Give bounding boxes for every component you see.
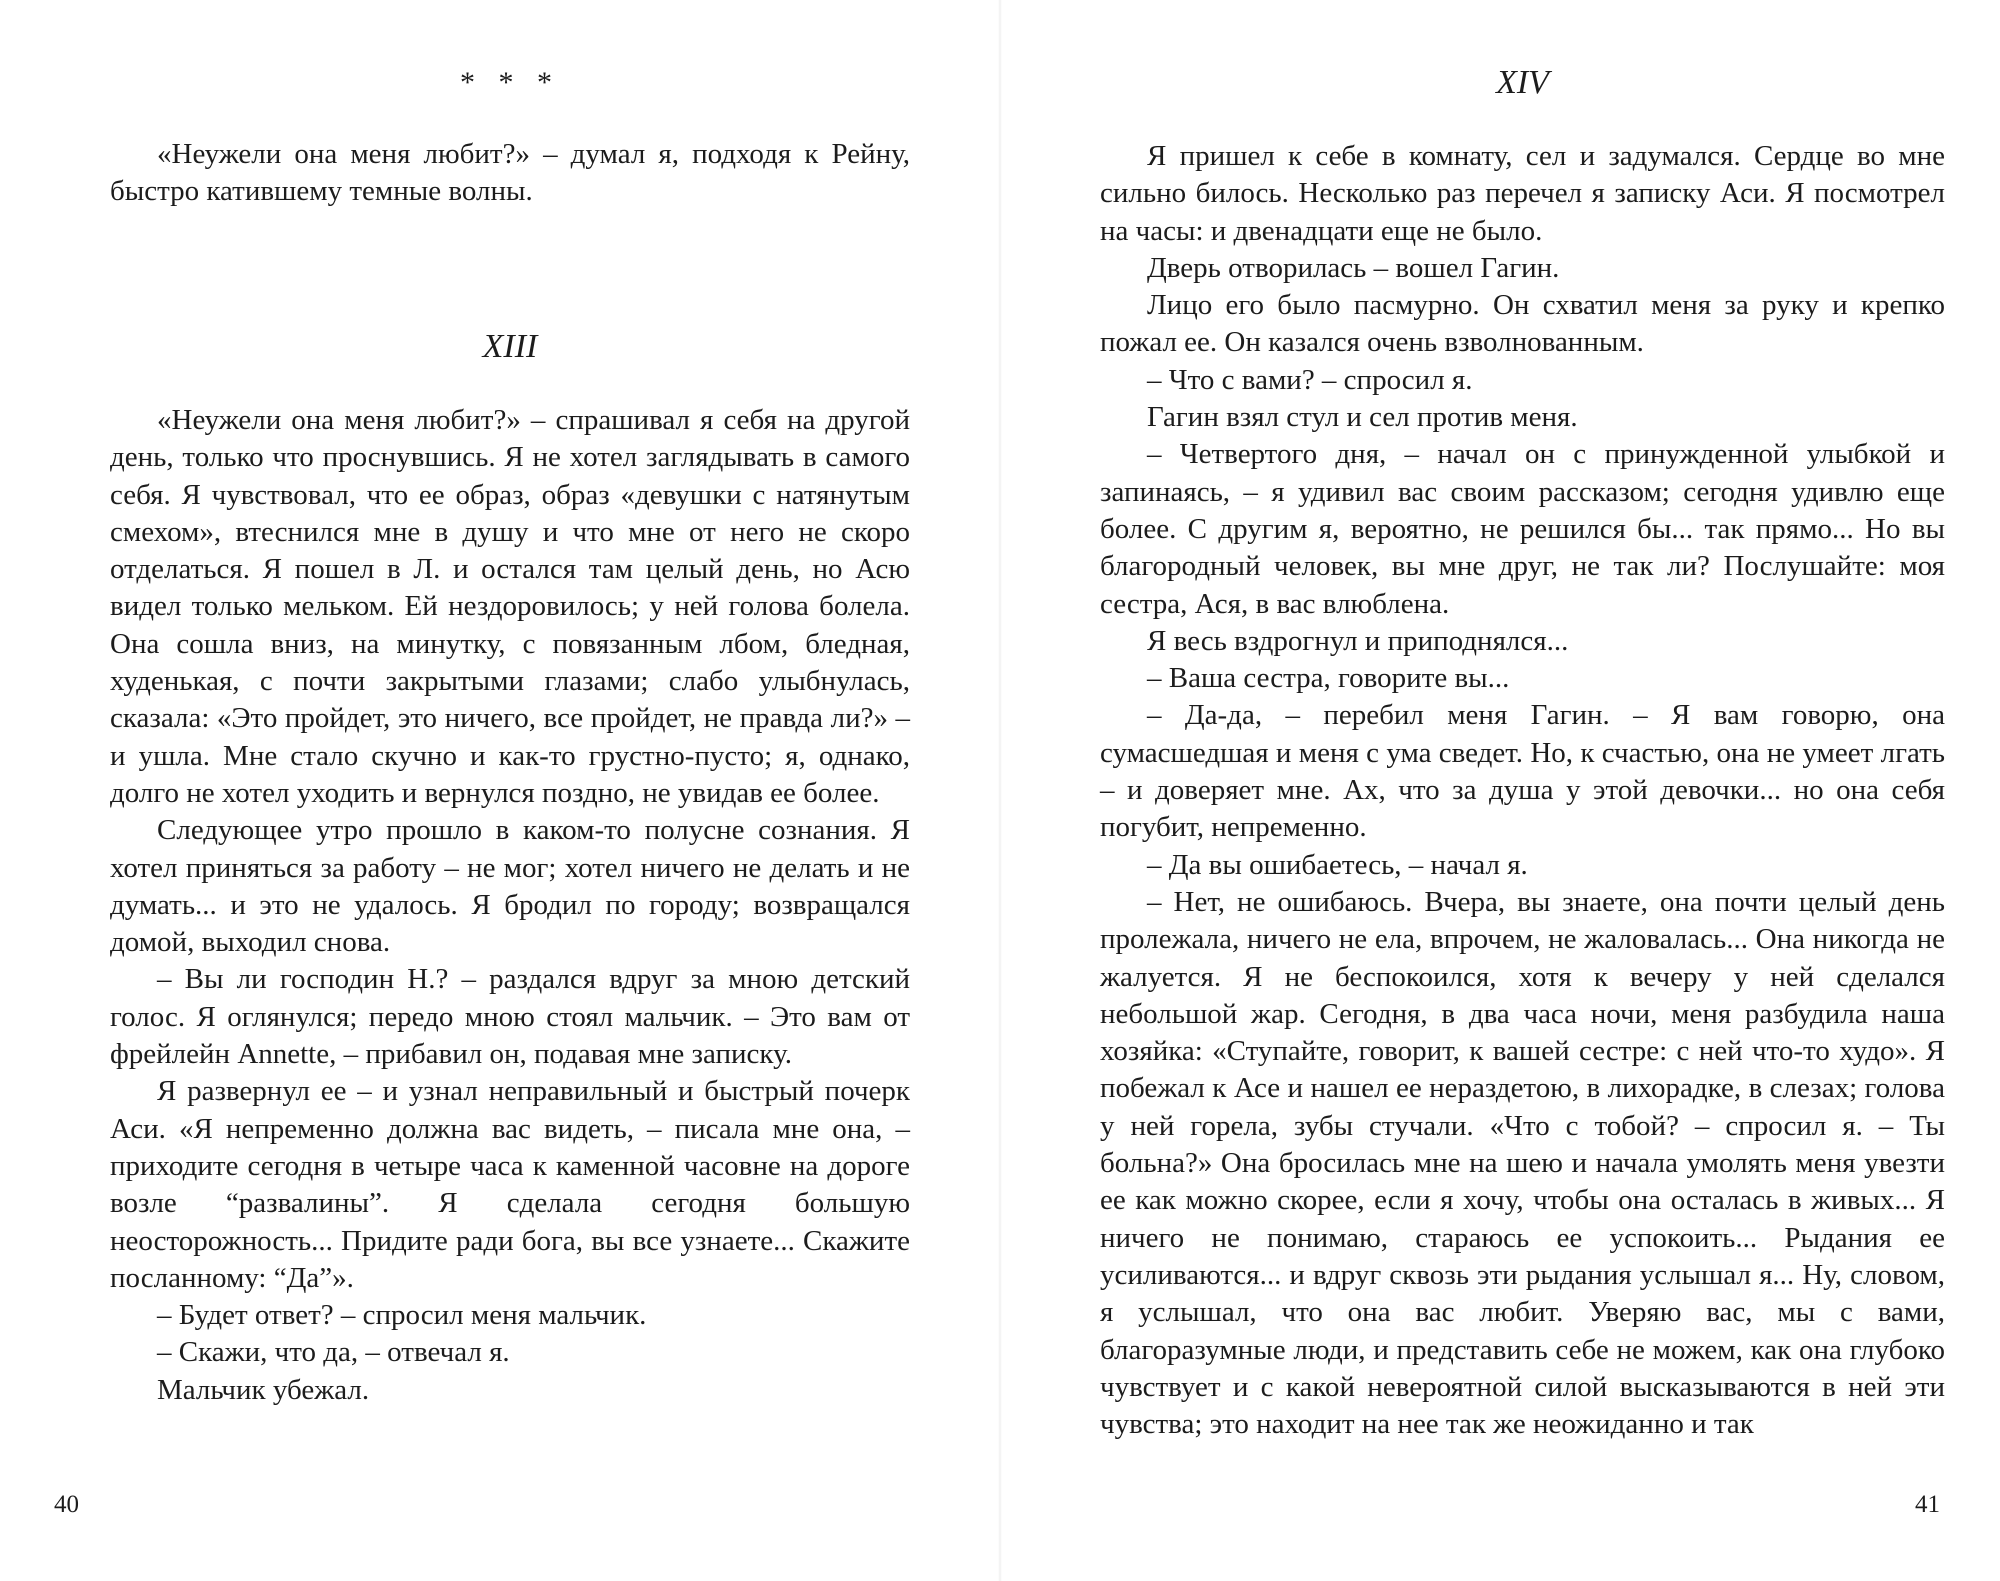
paragraph: – Четвертого дня, – начал он с принужденной улыбкой и запинаясь, – я удивил вас своим рассказом; сегодня удивлю еще более. С другим я, вероятно, не решился бы... так прямо... Но вы благородный человек, вы мне друг, не так ли? Послушайте: моя сестра, Ася, в вас влюблена. (1100, 438, 1945, 620)
paragraph: – Ваша сестра, говорите вы... (1147, 662, 1510, 695)
paragraph: – Вы ли господин Н.? – раздался вдруг за мною детский голос. Я оглянулся; передо мною стоял мальчик. – Это вам от фрейлейн Annette, – прибавил он, подавая мне записку. (110, 963, 910, 1071)
page-number-left: 40 (54, 1491, 79, 1518)
paragraph: – Что с вами? – спросил я. (1147, 363, 1473, 396)
paragraph: Я пришел к себе в комнату, сел и задумался. Сердце во мне сильно билось. Несколько раз перечел я записку Аси. Я посмотрел на часы: и двенадцати еще не было. (1100, 140, 1945, 247)
chapter-xiii-text (110, 402, 910, 1409)
paragraph: «Неужели она меня любит?» – думал я, подходя к Рейну, быстро катившему темные волны. (110, 138, 910, 208)
paragraph: Мальчик убежал. (157, 1373, 370, 1406)
paragraph: – Нет, не ошибаюсь. Вчера, вы знаете, она почти целый день пролежала, ничего не ела, впрочем, не жаловалась... Она никогда не жалуется. Я не беспокоился, хотя к вечеру у ней сделался небольшой жар. Сегодня, в два часа ночи, меня разбудила наша хозяйка: «Ступайте, говорит, к вашей сестре: с ней что-то худо». Я побежал к Асе и нашел ее нераздетою, в лихорадке, в слезах; голова у ней горела, зубы стучали. «Что с тобой? – спросил я. – Ты больна?» Она бросилась мне на шею и начала умолять меня увезти ее как можно скорее, если я хочу, чтобы она осталась в живых... Я ничего не понимаю, стараюсь ее успокоить... Рыдания ее усиливаются... и вдруг сквозь эти рыдания услышал я... Ну, словом, я услышал, что она вас любит. Уверяю вас, мы с вами, благоразумные люди, и представить себе не можем, как она глубоко чувствует и с какой невероятной силой высказываются в ней эти чувства; это находит на нее так же неожиданно и так (1100, 885, 1945, 1441)
paragraph: – Будет ответ? – спросил меня мальчик. (157, 1299, 647, 1332)
paragraph: – Да-да, – перебил меня Гагин. – Я вам говорю, она сумасшедшая и меня с ума сведет. Но, к счастью, она не умеет лгать – и доверяет мне. Ах, что за душа у этой девочки... но она себя погубит, непременно. (1100, 699, 1945, 844)
paragraph: Следующее утро прошло в каком-то полусне сознания. Я хотел приняться за работу – не мог; хотел ничего не делать и не думать... и это не удалось. Я бродил по городу; возвращался домой, выходил снова. (110, 814, 910, 959)
paragraph: Гагин взял стул и сел против меня. (1147, 401, 1578, 434)
right-page (1000, 0, 2000, 1581)
chapter-heading-xiii: XIII (482, 328, 538, 365)
paragraph: Я весь вздрогнул и приподнялся... (1147, 624, 1569, 657)
chapter-xiv-text (1100, 138, 1945, 1443)
paragraph: «Неужели она меня любит?» – спрашивал я себя на другой день, только что проснувшись. Я не хотел заглядывать в самого себя. Я чувствовал, что ее образ, образ «девушки с натянутым смехом», втеснился мне в душу и что мне от него не скоро отделаться. Я пошел в Л. и остался там целый день, но Асю видел только мельком. Ей нездоровилось; у ней голова болела. Она сошла вниз, на минутку, с повязанным лбом, бледная, худенькая, с почти закрытыми глазами; слабо улыбнулась, сказала: «Это пройдет, это ничего, все пройдет, не правда ли?» – и ушла. Мне стало скучно и как-то грустно-пусто; я, однако, долго не хотел уходить и вернулся поздно, не увидав ее более. (110, 404, 910, 809)
chapter-heading-xiv: XIV (1496, 64, 1549, 101)
paragraph: – Да вы ошибаетесь, – начал я. (1147, 848, 1528, 881)
paragraph: – Скажи, что да, – отвечал я. (157, 1336, 510, 1369)
paragraph: Лицо его было пасмурно. Он схватил меня за руку и крепко пожал ее. Он казался очень взволнованным. (1100, 289, 1945, 359)
section-separator: * * * (460, 66, 560, 99)
paragraph: Я развернул ее – и узнал неправильный и быстрый почерк Аси. «Я непременно должна вас видеть, – писала мне она, – приходите сегодня в четыре часа к каменной часовне на дороге возле “развалины”. Я сделала сегодня большую неосторожность... Придите ради бога, вы все узнаете... Скажите посланному: “Да”». (110, 1075, 910, 1294)
intro-text (110, 136, 910, 211)
paragraph: Дверь отворилась – вошел Гагин. (1147, 251, 1560, 284)
page-number-right: 41 (1915, 1491, 1940, 1518)
